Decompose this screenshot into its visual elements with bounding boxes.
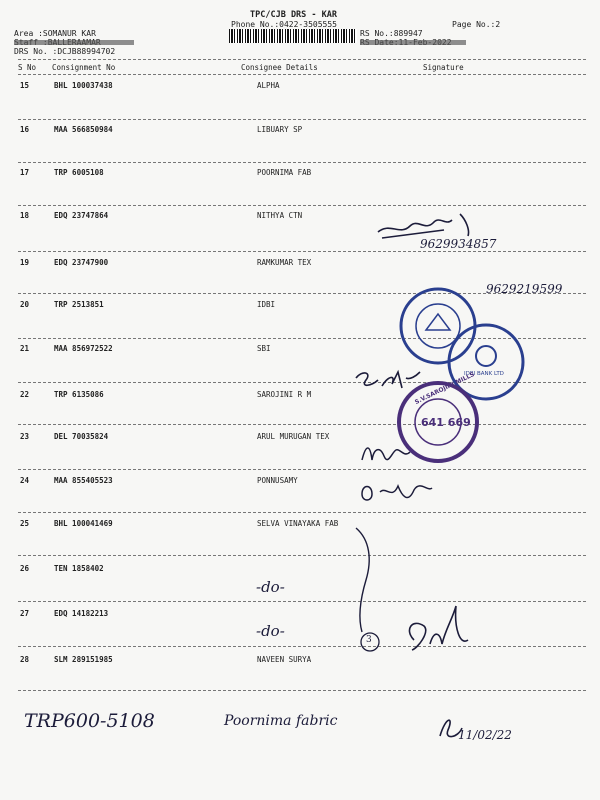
row-consignee: IDBI [257, 300, 276, 309]
row-sno: 15 [20, 81, 30, 90]
col-signature: Signature [423, 63, 464, 72]
row-consignee: LIBUARY SP [257, 125, 303, 134]
row-sno: 16 [20, 125, 30, 134]
col-sno: S No [18, 63, 37, 72]
row-consignee: SAROJINI R M [257, 390, 312, 399]
report-title: TPC/CJB DRS - KAR [250, 10, 337, 20]
row-sno: 21 [20, 344, 30, 353]
row-consignment: TEN 1858402 [54, 564, 104, 573]
row-consignment: MAA 855405523 [54, 476, 113, 485]
area-label: Area :SOMANUR KAR [14, 29, 96, 38]
row-sno: 22 [20, 390, 30, 399]
row-sno: 18 [20, 211, 30, 220]
row-consignee: PONNUSAMY [257, 476, 298, 485]
handwritten-circled-count: 3 [366, 635, 372, 645]
phone-number: Phone No.:0422-3505555 [231, 20, 337, 29]
page-number: Page No.:2 [452, 20, 501, 29]
row-sno: 19 [20, 258, 30, 267]
row-consignment: MAA 566850984 [54, 125, 113, 134]
idbi-stamp-text: IDBI BANK LTD [464, 371, 504, 377]
row-consignment: BHL 100041469 [54, 519, 113, 528]
row-sno: 25 [20, 519, 30, 528]
rs-number: RS No.:889947 [360, 29, 423, 38]
handwritten-phone-note: 9629934857 [420, 237, 497, 251]
handwritten-ditto-27: -do- [256, 622, 285, 640]
row-consignee: SELVA VINAYAKA FAB [257, 519, 339, 528]
row-sno: 26 [20, 564, 30, 573]
sarojini-stamp-code: 641 669 [421, 416, 471, 429]
handwritten-footer-name: Poornima fabric [224, 713, 338, 729]
col-consignee: Consignee Details [241, 63, 318, 72]
row-sno: 17 [20, 168, 30, 177]
handwritten-footer-date: 11/02/22 [458, 728, 512, 742]
drs-number: DRS No. :DCJB88994702 [14, 47, 116, 56]
row-consignment: TRP 6135086 [54, 390, 104, 399]
sarojini-stamp-text: S.V.SAROJINI MILLS [413, 371, 476, 406]
row-consignee: SBI [257, 344, 271, 353]
row-sno: 20 [20, 300, 30, 309]
row-consignment: TRP 6005108 [54, 168, 104, 177]
row-sno: 23 [20, 432, 30, 441]
handwritten-footer-consignment: TRP600-5108 [24, 710, 155, 732]
row-sno: 28 [20, 655, 30, 664]
row-consignment: SLM 289151985 [54, 655, 113, 664]
row-consignment: DEL 70035824 [54, 432, 109, 441]
row-consignment: EDQ 23747900 [54, 258, 109, 267]
handwritten-row19-note: 9629219599 [486, 282, 563, 296]
row-consignee: RAMKUMAR TEX [257, 258, 312, 267]
row-consignment: EDQ 14182213 [54, 609, 109, 618]
row-consignment: MAA 856972522 [54, 344, 113, 353]
row-sno: 24 [20, 476, 30, 485]
row-consignee: POORNIMA FAB [257, 168, 312, 177]
row-consignment: BHL 100037438 [54, 81, 113, 90]
row-consignee: ARUL MURUGAN TEX [257, 432, 330, 441]
row-sno: 27 [20, 609, 30, 618]
row-consignment: TRP 2513851 [54, 300, 104, 309]
row-consignee: ALPHA [257, 81, 280, 90]
row-consignee: NAVEEN SURYA [257, 655, 312, 664]
row-consignee: NITHYA CTN [257, 211, 303, 220]
col-consignment: Consignment No [52, 63, 116, 72]
row-consignment: EDQ 23747864 [54, 211, 109, 220]
handwritten-ditto-26: -do- [256, 578, 285, 596]
